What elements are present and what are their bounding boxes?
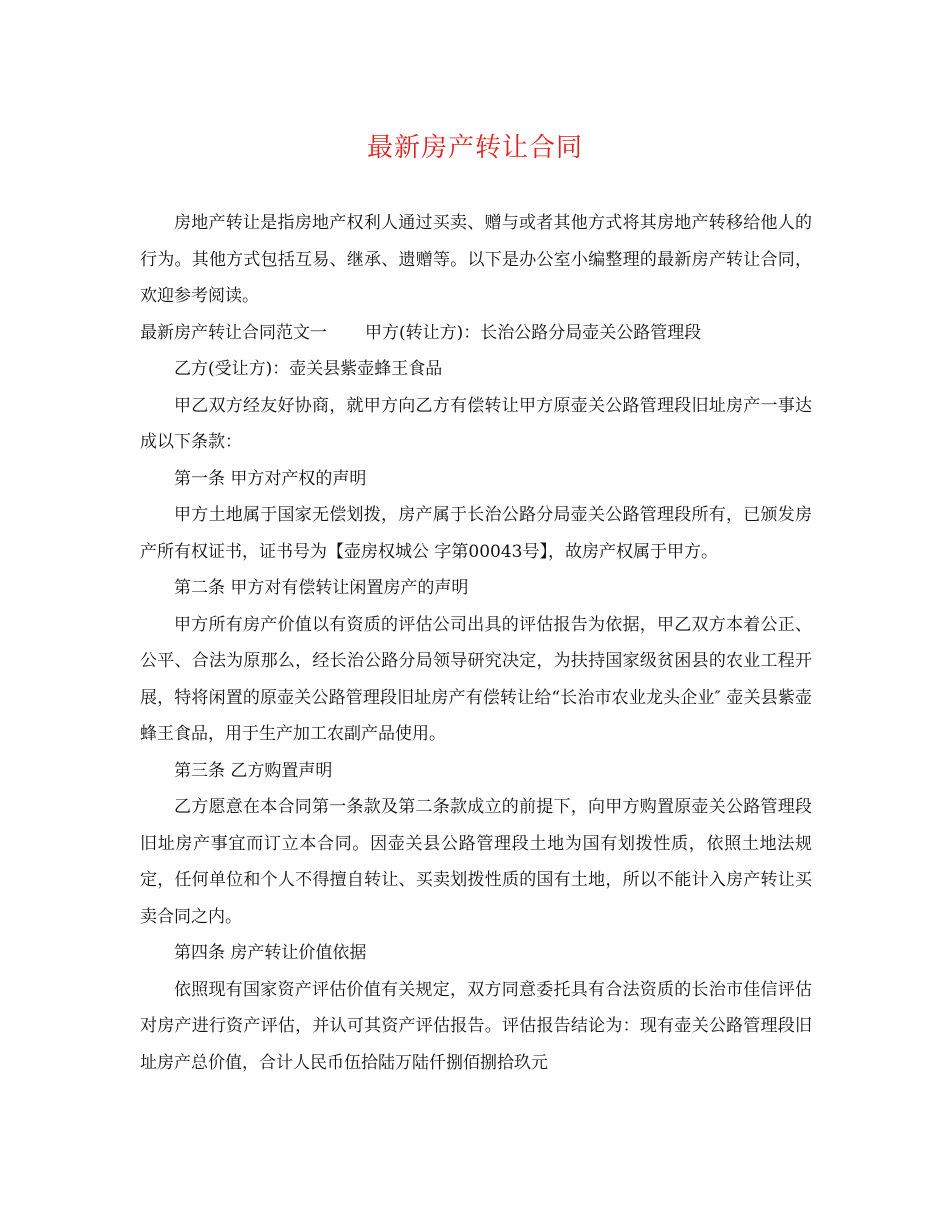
- article-text: 乙方愿意在本合同第一条款及第二条款成立的前提下，向甲方购置原壶关公路管理段旧址房产事宜而订立本合同。因壶关县公路管理段土地为国有划拨性质，依照土地法规定，任何单位和个人不得擅自转让、买卖划拨性质的国有土地，所以不能计入房产转让买卖合同之内。: [140, 797, 812, 927]
- intro-paragraph: 房地产转让是指房地产权利人通过买卖、赠与或者其他方式将其房地产转移给他人的行为。其他方式包括互易、继承、遗赠等。以下是办公室小编整理的最新房产转让合同，欢迎参考阅读。: [140, 213, 812, 306]
- sample-heading-line: [140, 315, 812, 352]
- document-body: [140, 205, 812, 1081]
- party-a: 甲方(转让方)：长治公路分局壶关公路管理段: [365, 322, 702, 343]
- article-text: 依照现有国家资产评估价值有关规定，双方同意委托具有合法资质的长治市佳信评估对房产进行资产评估，并认可其资产评估报告。评估报告结论为：现有壶关公路管理段旧址房产总价值，合计人民币伍拾陆万陆仟捌佰捌拾玖元: [140, 979, 812, 1073]
- article-heading: 第三条 乙方购置声明: [174, 760, 333, 781]
- document-title: 最新房产转让合同: [366, 133, 583, 163]
- article-text: 甲方土地属于国家无偿划拨，房产属于长治公路分局壶关公路管理段所有，已颁发房产所有权证书，证书号为【壶房权城公 字第00043号】，故房产权属于甲方。: [140, 505, 812, 562]
- preamble-paragraph: 甲乙双方经友好协商，就甲方向乙方有偿转让甲方原壶关公路管理段旧址房产一事达成以下条款：: [140, 395, 812, 452]
- sample-heading: 最新房产转让合同范文一: [140, 322, 327, 343]
- article-heading: 第一条 甲方对产权的声明: [174, 468, 367, 489]
- article-heading: 第二条 甲方对有偿转让闲置房产的声明: [174, 578, 469, 598]
- party-b: 乙方(受让方)：壶关县紫壶蜂王食品: [174, 359, 443, 379]
- article-text: 甲方所有房产价值以有资质的评估公司出具的评估报告为依据，甲乙双方本着公正、公平、合法为原那么，经长治公路分局领导研究决定，为扶持国家级贫困县的农业工程开展，特将闲置的原壶关公路管理段旧址房产有偿转让给“长治市农业龙头企业″ 壶关县紫壶蜂王食品，用于生产加工农副产品使用。: [140, 614, 812, 744]
- article-heading: 第四条 房产转让价值依据: [174, 943, 367, 963]
